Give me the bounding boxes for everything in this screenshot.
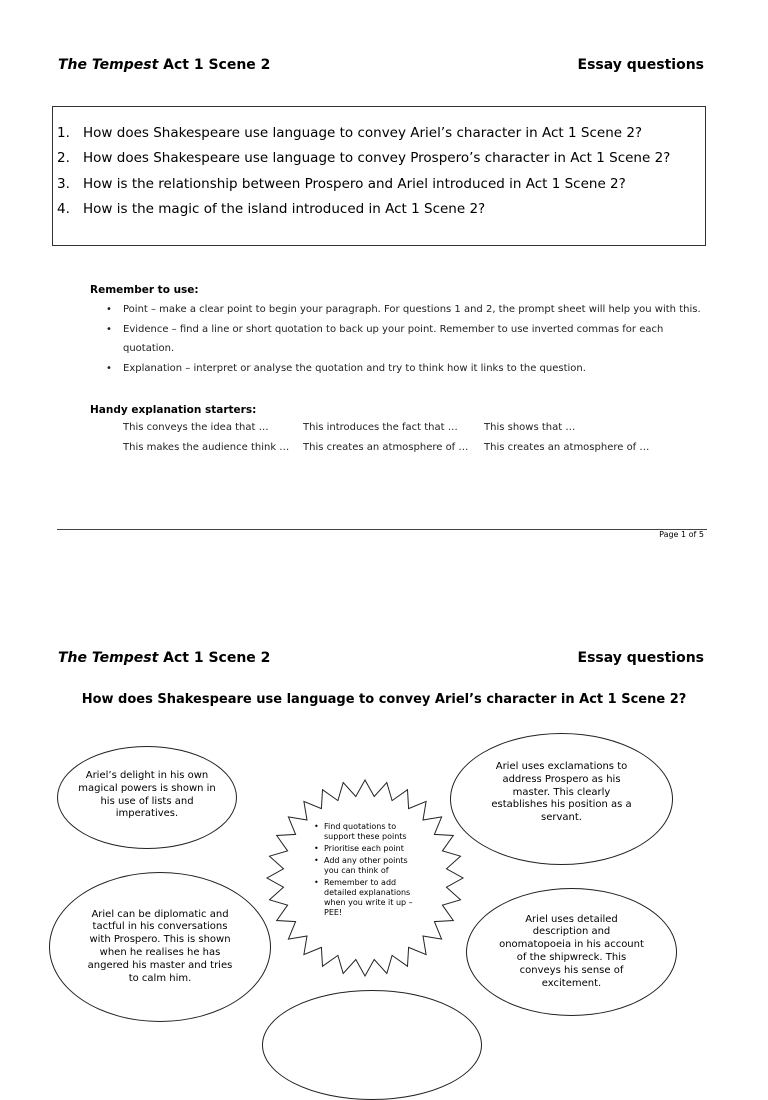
doc-title: [58, 650, 270, 666]
oval-partial: [262, 990, 482, 1100]
title-italic: The Tempest: [58, 57, 159, 73]
remember-heading: Remember to use:: [90, 284, 199, 296]
bullet-icon: •: [106, 363, 112, 374]
bullet-icon: •: [314, 844, 319, 853]
question-heading: How does Shakespeare use language to convey Ariel’s character in Act 1 Scene 2?: [81, 692, 687, 707]
questions-box: [52, 106, 706, 246]
oval-diplomatic: Ariel can be diplomatic and tactful in his conversations with Prospero. This is shown when he realises he has angered his master and tries to calm him.: [49, 872, 271, 1022]
question-item: 3. How is the relationship between Prospero and Ariel introduced in Act 1 Scene 2?: [57, 176, 626, 192]
title-italic: The Tempest: [58, 650, 159, 666]
starter: This shows that …: [484, 422, 576, 433]
bullet-icon: •: [106, 304, 112, 315]
checklist-item: • Add any other points you can think of: [314, 856, 408, 875]
bullet-icon: •: [106, 324, 112, 335]
oval-delight: Ariel’s delight in his own magical powers is shown in his use of lists and imperatives.: [57, 746, 237, 849]
starter: This makes the audience think …: [123, 442, 290, 453]
star-checklist: [314, 822, 418, 920]
doc-title: [58, 57, 270, 73]
starter: This introduces the fact that …: [303, 422, 458, 433]
starter: This conveys the idea that …: [123, 422, 269, 433]
doc-subtitle: Essay questions: [577, 57, 704, 73]
bullet-icon: •: [314, 856, 319, 865]
page-number: Page 1 of 5: [659, 530, 704, 539]
bullet-icon: •: [314, 878, 319, 887]
starter: This creates an atmosphere of …: [484, 442, 650, 453]
doc-subtitle: Essay questions: [577, 650, 704, 666]
starters-heading: Handy explanation starters:: [90, 404, 257, 416]
footer-rule: [57, 529, 707, 530]
question-item: 2. How does Shakespeare use language to convey Prospero’s character in Act 1 Scene 2?: [57, 150, 671, 166]
question-item: 4. How is the magic of the island introduced in Act 1 Scene 2?: [57, 201, 486, 217]
oval-exclamations: Ariel uses exclamations to address Prospero as his master. This clearly establishes his position as a servant.: [450, 733, 673, 865]
bullet-icon: •: [314, 822, 319, 831]
title-rest: Act 1 Scene 2: [158, 57, 271, 73]
checklist-item: • Find quotations to support these points: [314, 822, 407, 841]
checklist-item: • Prioritise each point: [314, 844, 404, 853]
starter: This creates an atmosphere of …: [303, 442, 469, 453]
question-item: 1. How does Shakespeare use language to convey Ariel’s character in Act 1 Scene 2?: [57, 125, 643, 141]
checklist-item: • Remember to add detailed explanations when you write it up – PEE!: [314, 878, 413, 917]
oval-description: Ariel uses detailed description and onomatopoeia in his account of the shipwreck. This conveys his sense of excitement.: [466, 888, 677, 1016]
title-rest: Act 1 Scene 2: [158, 650, 271, 666]
